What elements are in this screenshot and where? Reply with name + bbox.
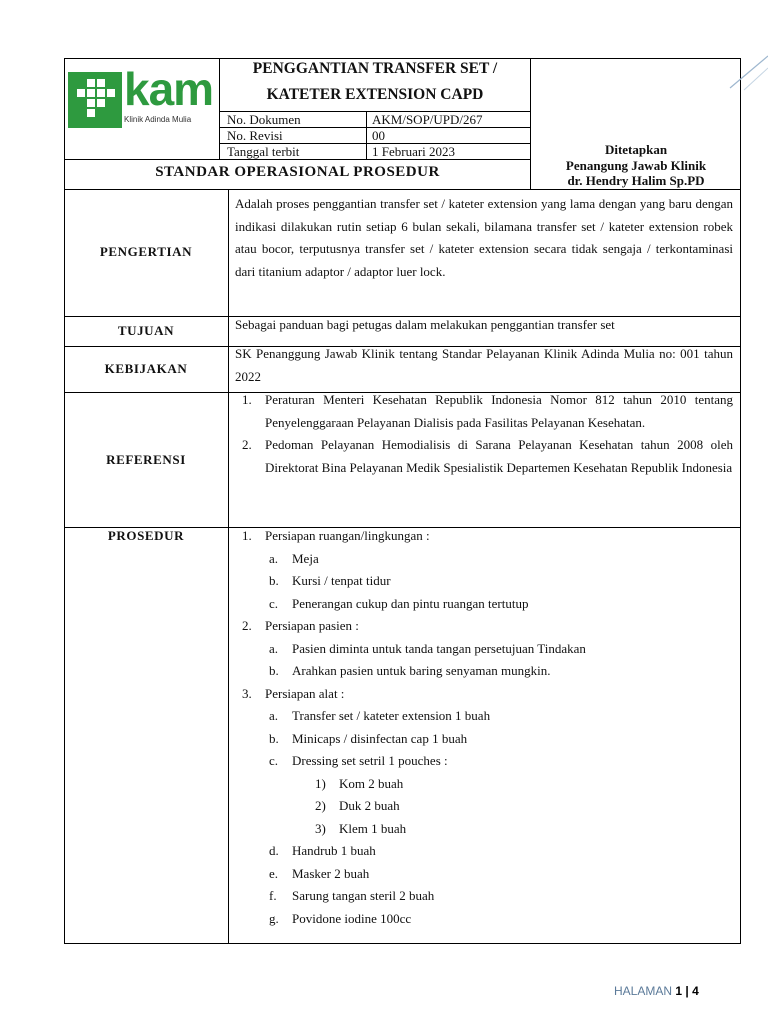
step-text: Persiapan ruangan/lingkungan : xyxy=(265,528,430,543)
sub-step-letter: d. xyxy=(269,843,279,858)
sub-step-text: Sarung tangan steril 2 buah xyxy=(292,888,435,903)
approval-block xyxy=(531,142,741,189)
text-kebijakan: SK Penanggung Jawab Klinik tentang Standar Pelayanan Klinik Adinda Mulia no: 001 tahun 2022 xyxy=(235,346,733,384)
sub-step-text: Transfer set / kateter extension 1 buah xyxy=(292,708,491,723)
approval-ditetapkan: Ditetapkan xyxy=(604,142,668,157)
sub-step-letter: a. xyxy=(269,708,279,723)
step xyxy=(235,525,733,548)
step xyxy=(235,615,733,638)
sub-step xyxy=(235,908,733,931)
label-pengertian: PENGERTIAN xyxy=(99,244,193,259)
label-referensi: REFERENSI xyxy=(106,452,186,467)
label-prosedur: PROSEDUR xyxy=(107,528,185,543)
sub-step xyxy=(235,840,733,863)
sub-step-text: Penerangan cukup dan pintu ruangan tertutup xyxy=(292,595,529,611)
sub-sub-step-text: Duk 2 buah xyxy=(339,798,400,813)
list-item-text: Pedoman Pelayanan Hemodialisis di Sarana Pelayanan Kesehatan tahun 2008 oleh Direktorat Bina Pelayanan Medik Spesialistik Departemen Kesehatan Republik Indonesia xyxy=(265,437,733,475)
list-referensi xyxy=(235,389,733,479)
sub-step-letter: a. xyxy=(269,550,279,566)
meta-label-revisi: No. Revisi xyxy=(227,128,283,143)
sub-step xyxy=(235,548,733,571)
sub-step-letter: c. xyxy=(269,595,279,611)
label-tujuan: TUJUAN xyxy=(117,323,175,338)
sub-step xyxy=(235,660,733,683)
sub-step-text: Meja xyxy=(292,550,319,566)
page-corner-decoration xyxy=(728,50,768,92)
sub-step xyxy=(235,728,733,751)
sub-step-text: Dressing set setril 1 pouches : xyxy=(292,753,448,768)
label-kebijakan: KEBIJAKAN xyxy=(104,361,188,376)
sub-step xyxy=(235,750,733,773)
list-item xyxy=(235,389,733,434)
sub-step-text: Kursi / tenpat tidur xyxy=(292,573,391,588)
footer-separator: | xyxy=(685,984,689,998)
sub-step-text: Minicaps / disinfectan cap 1 buah xyxy=(292,730,468,746)
clinic-logo xyxy=(68,63,216,130)
sub-step-text: Pasien diminta untuk tanda tangan persetujuan Tindakan xyxy=(292,640,586,656)
cross-logo-icon xyxy=(68,72,122,128)
page-footer xyxy=(614,984,699,998)
list-item-number: 1. xyxy=(242,392,252,407)
sub-sub-step xyxy=(235,773,733,796)
sub-step-text: Arahkan pasien untuk baring senyaman mungkin. xyxy=(292,663,551,678)
sub-step-letter: f. xyxy=(269,888,277,903)
list-item-text: Peraturan Menteri Kesehatan Republik Indonesia Nomor 812 tahun 2010 tentang Penyelenggaraan Pelayanan Dialisis pada Fasilitas Pelayanan Kesehatan. xyxy=(265,392,733,430)
step-text: Persiapan pasien : xyxy=(265,618,359,633)
sub-sub-step-text: Klem 1 buah xyxy=(339,820,407,836)
step-number: 3. xyxy=(242,685,252,701)
sub-step-letter: e. xyxy=(269,865,279,881)
approval-position: Penangung Jawab Klinik xyxy=(565,157,707,173)
sub-step-text: Povidone iodine 100cc xyxy=(292,910,412,926)
sub-sub-step-number: 1) xyxy=(315,775,326,791)
footer-page-number: 1 xyxy=(675,984,683,998)
document-title-line2: KATETER EXTENSION CAPD xyxy=(266,86,484,103)
sub-step xyxy=(235,593,733,616)
approval-name: dr. Hendry Halim Sp.PD xyxy=(567,173,705,188)
sub-step-letter: a. xyxy=(269,640,279,656)
list-prosedur xyxy=(235,525,733,930)
meta-label-tanggal: Tanggal terbit xyxy=(227,144,300,159)
sub-step-letter: b. xyxy=(269,573,279,588)
sop-title: STANDAR OPERASIONAL PROSEDUR xyxy=(155,164,440,180)
sub-step-text: Handrub 1 buah xyxy=(292,843,376,858)
step xyxy=(235,683,733,706)
sub-step-text: Masker 2 buah xyxy=(292,865,370,881)
meta-value-dokumen: AKM/SOP/UPD/267 xyxy=(372,112,483,127)
document-title-line1: PENGGANTIAN TRANSFER SET / xyxy=(252,60,498,77)
footer-total-pages: 4 xyxy=(692,984,699,998)
meta-value-revisi: 00 xyxy=(372,128,385,143)
sub-step xyxy=(235,885,733,908)
sub-step xyxy=(235,705,733,728)
sub-step xyxy=(235,570,733,593)
logo-tagline: Klinik Adinda Mulia xyxy=(124,115,192,124)
sub-step-letter: b. xyxy=(269,663,279,678)
sub-step-letter: c. xyxy=(269,753,279,768)
list-item-number: 2. xyxy=(242,437,252,452)
list-item xyxy=(235,434,733,479)
meta-label-dokumen: No. Dokumen xyxy=(227,112,301,127)
meta-value-tanggal: 1 Februari 2023 xyxy=(372,144,456,159)
text-tujuan: Sebagai panduan bagi petugas dalam melakukan penggantian transfer set xyxy=(235,317,615,332)
sub-step-letter: b. xyxy=(269,730,279,746)
logo-word: kam xyxy=(124,63,214,115)
sub-sub-step-number: 2) xyxy=(315,798,326,813)
step-number: 1. xyxy=(242,528,252,543)
text-pengertian: Adalah proses penggantian transfer set / kateter extension yang lama dengan yang baru dengan indikasi dilakukan rutin setiap 6 bulan sekali, bilamana transfer set / kateter extension robek atau bocor, terputusnya transfer set / kateter extension secara tidak sengaja / terkontaminasi dari titanium adaptor / adaptor luer lock. xyxy=(235,196,733,279)
step-text: Persiapan alat : xyxy=(265,685,345,701)
sub-step xyxy=(235,638,733,661)
step-number: 2. xyxy=(242,618,252,633)
sub-sub-step xyxy=(235,795,733,818)
sub-step xyxy=(235,863,733,886)
sub-sub-step-number: 3) xyxy=(315,820,326,836)
sub-sub-step-text: Kom 2 buah xyxy=(339,775,404,791)
footer-prefix: HALAMAN xyxy=(614,984,673,998)
sub-step-letter: g. xyxy=(269,910,279,926)
sub-sub-step xyxy=(235,818,733,841)
